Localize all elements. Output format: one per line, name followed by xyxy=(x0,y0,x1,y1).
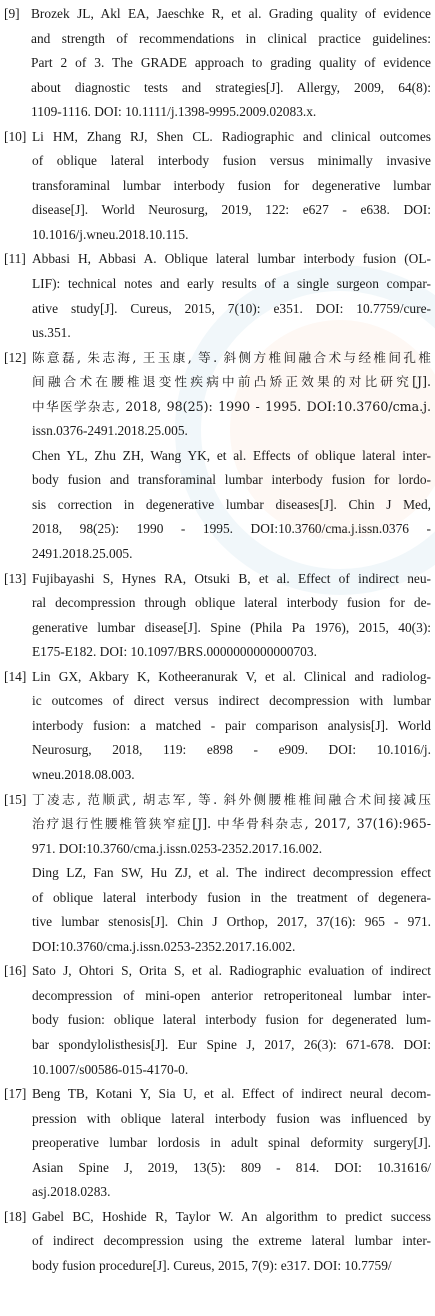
reference-text-line: Sato J, Ohtori S, Orita S, et al. Radiographic evaluation of indirect xyxy=(32,963,431,979)
reference-number: [10] xyxy=(4,128,27,144)
reference-text-line: 10.1016/j.wneu.2018.10.115. xyxy=(32,226,189,242)
reference-text-line: E175-E182. DOI: 10.1097/BRS.0000000000000703. xyxy=(32,644,317,660)
reference-text-line: 10.1007/s00586-015-4170-0. xyxy=(32,1061,189,1077)
reference-entry xyxy=(4,788,431,960)
reference-number: [17] xyxy=(4,1086,27,1102)
reference-text-line: DOI:10.3760/cma.j.issn.0253-2352.2017.16.002. xyxy=(32,938,296,954)
reference-text-line: us.351. xyxy=(32,325,71,341)
reference-text-line: Fujibayashi S, Hynes RA, Otsuki B, et al. Effect of indirect neu- xyxy=(32,570,431,586)
reference-list xyxy=(4,2,431,1278)
reference-entry xyxy=(4,665,431,788)
reference-number: [15] xyxy=(4,791,27,807)
reference-text-line: asj.2018.0283. xyxy=(32,1184,111,1200)
reference-text-line: 间融合术在腰椎退变性疾病中前凸矫正效果的对比研究[J]. xyxy=(32,374,431,390)
reference-number: [18] xyxy=(4,1208,27,1224)
reference-text-line: Li HM, Zhang RJ, Shen CL. Radiographic and clinical outcomes xyxy=(32,128,431,144)
reference-text-line: body fusion and transforaminal lumbar interbody fusion for lordo- xyxy=(32,472,431,488)
reference-text-line: Asian Spine J, 2019, 13(5): 809 - 814. DOI: 10.31616/ xyxy=(32,1159,431,1175)
reference-text-line: Neurosurg, 2018, 119: e898 - e909. DOI: 10.1016/j. xyxy=(32,742,431,758)
reference-text-line: bar spondylolisthesis[J]. Eur Spine J, 2017, 26(3): 671-678. DOI: xyxy=(32,1036,431,1052)
reference-entry xyxy=(4,1082,431,1205)
reference-text-line: and strength of recommendations in clinical practice guidelines: xyxy=(31,30,431,46)
reference-number: [13] xyxy=(4,570,27,586)
reference-text-line: about diagnostic tests and strategies[J]. Allergy, 2009, 64(8): xyxy=(31,79,431,95)
reference-text-line: 2018, 98(25): 1990 - 1995. DOI:10.3760/cma.j.issn.0376 - xyxy=(32,521,431,537)
reference-text-line: wneu.2018.08.003. xyxy=(32,766,135,782)
reference-text-line: body fusion: oblique lateral interbody fusion for degenerated lum- xyxy=(32,1012,431,1028)
reference-text-line: of oblique lateral interbody fusion versus minimally invasive xyxy=(32,153,431,169)
reference-text-line: 971. DOI:10.3760/cma.j.issn.0253-2352.2017.16.002. xyxy=(32,840,323,856)
reference-text-line: 中华医学杂志, 2018, 98(25): 1990 - 1995. DOI:10.3760/cma.j. xyxy=(32,398,431,414)
reference-text-line: Abbasi H, Abbasi A. Oblique lateral lumbar interbody fusion (OL- xyxy=(32,251,431,267)
reference-number: [11] xyxy=(4,251,26,267)
reference-text-line: decompression of mini-open anterior retroperitoneal lumbar inter- xyxy=(32,987,431,1003)
reference-text-line: pression with oblique lateral interbody fusion was influenced by xyxy=(32,1110,431,1126)
reference-entry xyxy=(4,125,431,248)
reference-entry xyxy=(4,959,431,1082)
reference-text-line: 丁凌志, 范顺武, 胡志军, 等. 斜外侧腰椎椎间融合术间接减压 xyxy=(32,791,431,807)
reference-text-line: ative study[J]. Cureus, 2015, 7(10): e351. DOI: 10.7759/cure- xyxy=(32,300,431,316)
reference-text-line: preoperative lumbar lordosis in adult spinal deformity surgery[J]. xyxy=(32,1135,431,1151)
reference-number: [14] xyxy=(4,668,27,684)
reference-text-line: ral decompression through oblique lateral interbody fusion for de- xyxy=(32,595,431,611)
reference-text-line: Beng TB, Kotani Y, Sia U, et al. Effect of indirect neural decom- xyxy=(32,1086,431,1102)
reference-entry xyxy=(4,567,431,665)
reference-text-line: LIF): technical notes and early results of a single surgeon compar- xyxy=(32,276,431,292)
reference-text-line: tive lumbar stenosis[J]. Chin J Orthop, 2017, 37(16): 965 - 971. xyxy=(32,914,431,930)
reference-number: [9] xyxy=(4,6,20,21)
reference-text-line: of oblique lateral interbody fusion in the treatment of degenera- xyxy=(32,889,431,905)
reference-text-line: Chen YL, Zhu ZH, Wang YK, et al. Effects of oblique lateral inter- xyxy=(32,447,431,463)
reference-text-line: Lin GX, Akbary K, Kotheeranurak V, et al. Clinical and radiolog- xyxy=(32,668,431,684)
reference-text-line: generative lumbar disease[J]. Spine (Phila Pa 1976), 2015, 40(3): xyxy=(32,619,431,635)
reference-text-line: sis correction in degenerative lumbar diseases[J]. Chin J Med, xyxy=(32,496,431,512)
reference-number: [16] xyxy=(4,963,27,979)
reference-text-line: 1109-1116. DOI: 10.1111/j.1398-9995.2009.02083.x. xyxy=(31,104,317,120)
reference-text-line: of indirect decompression using the extreme lateral lumbar inter- xyxy=(32,1233,431,1249)
reference-text-line: Part 2 of 3. The GRADE approach to grading quality of evidence xyxy=(31,55,431,71)
reference-entry xyxy=(4,346,431,567)
reference-text-line: issn.0376-2491.2018.25.005. xyxy=(32,423,188,439)
reference-text-line: body fusion procedure[J]. Cureus, 2015, 7(9): e317. DOI: 10.7759/ xyxy=(32,1257,392,1273)
reference-text-line: Ding LZ, Fan SW, Hu ZJ, et al. The indirect decompression effect xyxy=(32,865,431,881)
reference-text-line: 治疗退行性腰椎管狭窄症[J]. 中华骨科杂志, 2017, 37(16):965- xyxy=(32,816,431,832)
reference-text-line: 2491.2018.25.005. xyxy=(32,546,133,562)
reference-text-line: interbody fusion: a matched - pair comparison analysis[J]. World xyxy=(32,717,431,733)
reference-text-line: Gabel BC, Hoshide R, Taylor W. An algorithm to predict success xyxy=(32,1208,431,1224)
reference-text-line: transforaminal lumbar interbody fusion for degenerative lumbar xyxy=(32,177,431,193)
reference-text-line: disease[J]. World Neurosurg, 2019, 122: e627 - e638. DOI: xyxy=(32,202,431,218)
reference-entry xyxy=(4,247,431,345)
reference-text-line: ic outcomes of direct versus indirect decompression with lumbar xyxy=(32,693,431,709)
reference-entry xyxy=(4,1205,431,1279)
reference-number: [12] xyxy=(4,349,27,365)
reference-entry xyxy=(4,2,431,125)
reference-text-line: 陈意磊, 朱志海, 王玉康, 等. 斜侧方椎间融合术与经椎间孔椎 xyxy=(32,349,431,365)
reference-text-line: Brozek JL, Akl EA, Jaeschke R, et al. Grading quality of evidence xyxy=(31,6,431,21)
